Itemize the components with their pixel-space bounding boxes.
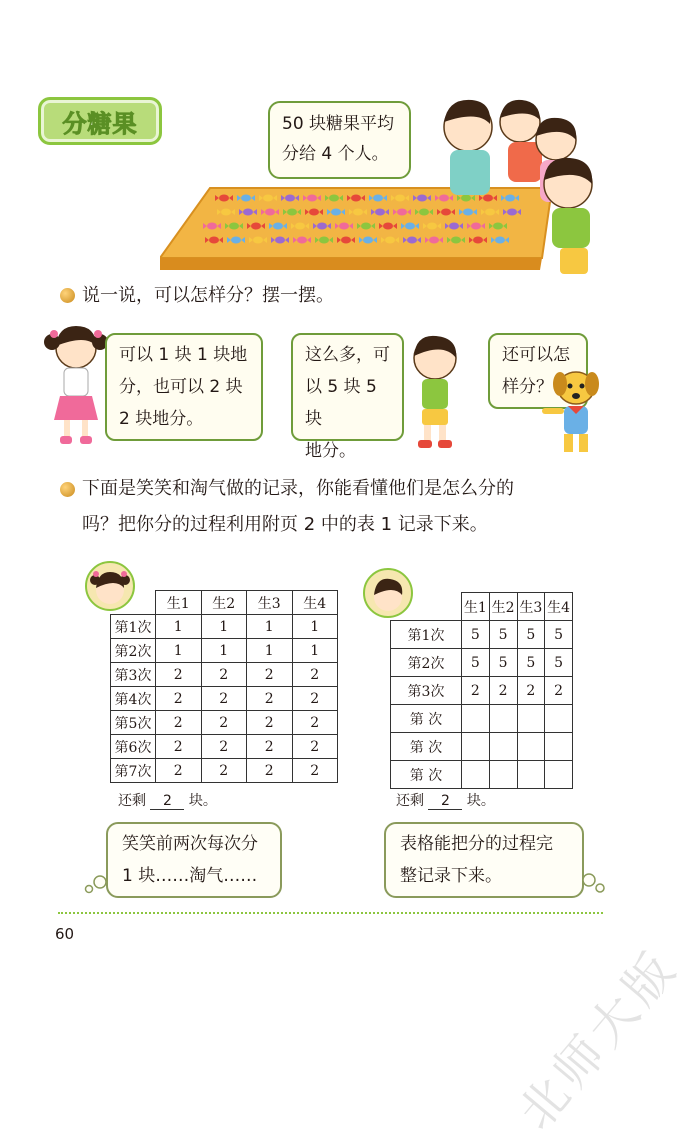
table-header-cell: 生2 bbox=[201, 591, 247, 615]
boy-line-2: 以 5 块 5 块 bbox=[305, 377, 377, 429]
table-cell: 2 bbox=[489, 677, 517, 705]
table-cell: 1 bbox=[156, 615, 202, 639]
intro-line-2: 分给 4 个人。 bbox=[282, 144, 389, 164]
table-cell: 2 bbox=[156, 759, 202, 783]
table-cell: 5 bbox=[545, 649, 573, 677]
table-cell: 2 bbox=[201, 735, 247, 759]
table-row bbox=[111, 759, 338, 783]
prompt-2-line-2: 吗？把你分的过程利用附页 2 中的表 1 记录下来。 bbox=[82, 514, 488, 535]
footer-divider bbox=[58, 912, 603, 914]
boy-illustration bbox=[400, 330, 470, 452]
table-cell bbox=[517, 733, 545, 761]
table-cell: 2 bbox=[247, 711, 293, 735]
remain-prefix-2: 还剩 bbox=[396, 793, 424, 809]
table-header-cell bbox=[111, 591, 156, 615]
table-cell: 2 bbox=[292, 663, 338, 687]
table-cell: 5 bbox=[545, 621, 573, 649]
table-cell: 5 bbox=[517, 621, 545, 649]
note-left-line-2: 1 块……淘气…… bbox=[122, 866, 258, 886]
table-cell: 1 bbox=[247, 615, 293, 639]
note-right-line-1: 表格能把分的过程完 bbox=[400, 834, 553, 854]
girl-illustration bbox=[42, 320, 110, 450]
table-cell: 2 bbox=[156, 663, 202, 687]
table-cell: 5 bbox=[489, 621, 517, 649]
table-cell: 2 bbox=[156, 735, 202, 759]
table-cell bbox=[517, 705, 545, 733]
table-cell: 2 bbox=[247, 687, 293, 711]
table-cell: 1 bbox=[247, 639, 293, 663]
row-label-cell: 第6次 bbox=[111, 735, 156, 759]
table-row bbox=[391, 761, 573, 789]
dog-illustration bbox=[538, 366, 608, 460]
table-cell bbox=[462, 761, 490, 789]
table-header-cell bbox=[391, 593, 462, 621]
table-cell: 1 bbox=[201, 615, 247, 639]
table-header-cell: 生4 bbox=[292, 591, 338, 615]
note-left-circles bbox=[84, 874, 108, 894]
section-title: 分糖果 bbox=[38, 97, 162, 145]
xiaoxiao-record-table bbox=[110, 590, 338, 783]
row-label-cell: 第2次 bbox=[391, 649, 462, 677]
table-cell: 5 bbox=[489, 649, 517, 677]
table-header-cell: 生3 bbox=[517, 593, 545, 621]
table-cell: 2 bbox=[517, 677, 545, 705]
row-label-cell: 第1次 bbox=[391, 621, 462, 649]
table-cell: 1 bbox=[292, 639, 338, 663]
note-right-circles bbox=[582, 872, 606, 894]
table-cell: 2 bbox=[201, 687, 247, 711]
table-cell: 2 bbox=[156, 711, 202, 735]
row-label-cell: 第 次 bbox=[391, 761, 462, 789]
table-cell: 2 bbox=[247, 759, 293, 783]
table-header-row bbox=[111, 591, 338, 615]
intro-line-1: 50 块糖果平均 bbox=[282, 114, 395, 134]
girl-line-2: 分，也可以 2 块 bbox=[119, 377, 243, 397]
girl-line-1: 可以 1 块 1 块地 bbox=[119, 345, 248, 365]
boy-bubble bbox=[291, 333, 404, 461]
table-row bbox=[111, 735, 338, 759]
bullet-dot-2 bbox=[60, 482, 75, 497]
table-row bbox=[111, 663, 338, 687]
prompt-1: 说一说，可以怎样分？摆一摆。 bbox=[82, 285, 334, 306]
dog-line-1: 还可以怎 bbox=[502, 345, 570, 365]
table-cell bbox=[545, 705, 573, 733]
table-row bbox=[391, 621, 573, 649]
girl-bubble bbox=[105, 333, 263, 441]
bullet-dot bbox=[60, 288, 75, 303]
table-cell: 2 bbox=[201, 663, 247, 687]
page-number: 60 bbox=[55, 925, 75, 943]
table-cell bbox=[517, 761, 545, 789]
table-header-cell: 生2 bbox=[489, 593, 517, 621]
remain-suffix-1: 块。 bbox=[188, 793, 217, 809]
children-illustration bbox=[428, 92, 603, 277]
row-label-cell: 第 次 bbox=[391, 733, 462, 761]
table-cell: 2 bbox=[292, 687, 338, 711]
table-cell bbox=[462, 705, 490, 733]
row-label-cell: 第 次 bbox=[391, 705, 462, 733]
table-header-cell: 生1 bbox=[156, 591, 202, 615]
table-cell: 2 bbox=[156, 687, 202, 711]
table-cell: 1 bbox=[201, 639, 247, 663]
taoqi-record-table bbox=[390, 592, 573, 789]
table-cell: 2 bbox=[247, 663, 293, 687]
note-right bbox=[384, 822, 584, 898]
table-row bbox=[111, 711, 338, 735]
girl-line-3: 2 块地分。 bbox=[119, 409, 204, 429]
table-header-row bbox=[391, 593, 573, 621]
remain-prefix-1: 还剩 bbox=[118, 793, 146, 809]
row-label-cell: 第3次 bbox=[391, 677, 462, 705]
table-cell bbox=[489, 733, 517, 761]
table-cell: 1 bbox=[292, 615, 338, 639]
table-row bbox=[391, 705, 573, 733]
table-cell bbox=[489, 705, 517, 733]
table-cell: 2 bbox=[201, 759, 247, 783]
watermark: 北师大版 bbox=[507, 938, 690, 1141]
row-label-cell: 第1次 bbox=[111, 615, 156, 639]
table-cell: 2 bbox=[292, 735, 338, 759]
intro-bubble bbox=[268, 101, 411, 179]
table-row bbox=[391, 677, 573, 705]
boy-line-1: 这么多，可 bbox=[305, 345, 390, 365]
prompt-2-line-1: 下面是笑笑和淘气做的记录，你能看懂他们是怎么分的 bbox=[82, 478, 514, 499]
table-cell: 5 bbox=[462, 621, 490, 649]
table-row bbox=[391, 649, 573, 677]
table-header-cell: 生3 bbox=[247, 591, 293, 615]
table-header-cell: 生1 bbox=[462, 593, 490, 621]
note-right-line-2: 整记录下来。 bbox=[400, 866, 502, 886]
table-cell bbox=[545, 733, 573, 761]
table-cell bbox=[545, 761, 573, 789]
remain-value-2: 2 bbox=[428, 793, 462, 810]
table-cell: 2 bbox=[545, 677, 573, 705]
table-row bbox=[111, 639, 338, 663]
taoqi-remaining bbox=[396, 790, 495, 810]
table-cell: 2 bbox=[201, 711, 247, 735]
row-label-cell: 第2次 bbox=[111, 639, 156, 663]
table-cell: 2 bbox=[462, 677, 490, 705]
table-cell: 5 bbox=[517, 649, 545, 677]
note-left bbox=[106, 822, 282, 898]
row-label-cell: 第3次 bbox=[111, 663, 156, 687]
row-label-cell: 第5次 bbox=[111, 711, 156, 735]
table-row bbox=[391, 733, 573, 761]
table-cell: 2 bbox=[292, 711, 338, 735]
dog-line-2: 样分？ bbox=[502, 377, 553, 397]
table-cell: 2 bbox=[247, 735, 293, 759]
table-cell bbox=[462, 733, 490, 761]
remain-suffix-2: 块。 bbox=[466, 793, 495, 809]
xiaoxiao-remaining bbox=[118, 790, 217, 810]
table-row bbox=[111, 615, 338, 639]
table-header-cell: 生4 bbox=[545, 593, 573, 621]
row-label-cell: 第4次 bbox=[111, 687, 156, 711]
row-label-cell: 第7次 bbox=[111, 759, 156, 783]
table-cell: 2 bbox=[292, 759, 338, 783]
boy-line-3: 地分。 bbox=[305, 441, 356, 461]
remain-value-1: 2 bbox=[150, 793, 184, 810]
table-row bbox=[111, 687, 338, 711]
note-left-line-1: 笑笑前两次每次分 bbox=[122, 834, 258, 854]
table-cell: 5 bbox=[462, 649, 490, 677]
table-cell bbox=[489, 761, 517, 789]
table-cell: 1 bbox=[156, 639, 202, 663]
